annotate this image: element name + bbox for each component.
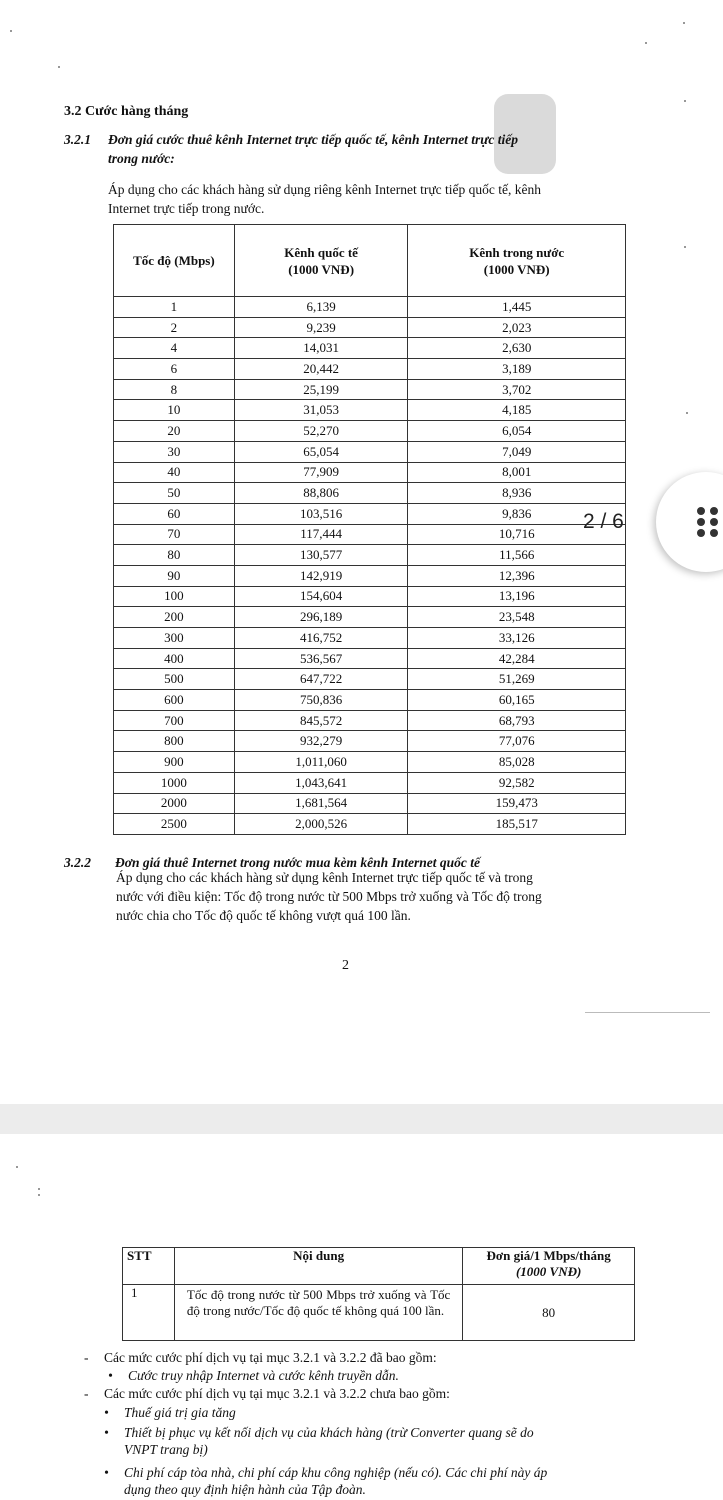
table-row <box>114 731 626 752</box>
cell-domestic: 9,836 <box>408 503 626 524</box>
scan-speck <box>58 66 60 68</box>
cell-speed: 40 <box>114 462 235 483</box>
cell-domestic: 4,185 <box>408 400 626 421</box>
paragraph-line: nước với điều kiện: Tốc độ trong nước từ 500 Mbps trở xuống và Tốc độ trong <box>116 889 542 904</box>
subsection-paragraph <box>116 868 542 925</box>
table-row <box>114 338 626 359</box>
table-header-row <box>114 225 626 297</box>
cell-domestic: 51,269 <box>408 669 626 690</box>
cell-speed: 300 <box>114 628 235 649</box>
scan-speck <box>684 246 686 248</box>
cell-international: 77,909 <box>234 462 408 483</box>
scan-speck <box>686 412 688 414</box>
header-line: (1000 VNĐ) <box>483 261 550 277</box>
table-row <box>114 752 626 773</box>
list-item-text: Thuế giá trị gia tăng <box>124 1405 236 1420</box>
paragraph-line: Internet trực tiếp trong nước. <box>108 201 265 216</box>
subsection-number: 3.2.2 <box>64 855 91 870</box>
cell-speed: 20 <box>114 421 235 442</box>
table-row <box>114 690 626 711</box>
cell-domestic: 7,049 <box>408 441 626 462</box>
cell-speed: 1000 <box>114 772 235 793</box>
cell-domestic: 8,936 <box>408 483 626 504</box>
table-row <box>123 1285 635 1341</box>
cell-speed: 4 <box>114 338 235 359</box>
cell-domestic: 159,473 <box>408 793 626 814</box>
subsection-paragraph <box>108 180 541 218</box>
cell-speed: 800 <box>114 731 235 752</box>
cell-international: 117,444 <box>234 524 408 545</box>
cell-international: 1,011,060 <box>234 752 408 773</box>
dot-bullet: • <box>104 1405 109 1420</box>
cell-speed: 400 <box>114 648 235 669</box>
scan-speck <box>10 30 12 32</box>
header-unit-price <box>463 1248 635 1285</box>
cell-domestic: 3,189 <box>408 359 626 380</box>
cell-price: 80 <box>463 1285 635 1341</box>
list-item-text: Chi phí cáp tòa nhà, chi phí cáp khu công nghiệp (nếu có). Các chi phí này áp <box>124 1465 548 1480</box>
cell-domestic: 2,630 <box>408 338 626 359</box>
list-item <box>104 1424 534 1458</box>
scan-speck <box>645 42 647 44</box>
table-row <box>114 710 626 731</box>
list-item-text: Các mức cước phí dịch vụ tại mục 3.2.1 và 3.2.2 chưa bao gồm: <box>104 1386 450 1401</box>
table-row <box>114 462 626 483</box>
subsection-number: 3.2.1 <box>64 132 91 147</box>
cell-international: 31,053 <box>234 400 408 421</box>
cell-international: 845,572 <box>234 710 408 731</box>
cell-speed: 500 <box>114 669 235 690</box>
header-speed <box>114 225 235 297</box>
header-stt: STT <box>123 1248 175 1285</box>
scan-speck <box>38 1194 40 1196</box>
cell-international: 296,189 <box>234 607 408 628</box>
cell-domestic: 77,076 <box>408 731 626 752</box>
scan-speck <box>16 1166 18 1168</box>
header-line: Đơn giá/1 Mbps/tháng <box>486 1248 611 1263</box>
header-line: Tốc độ (Mbps) <box>133 253 215 268</box>
cell-international: 142,919 <box>234 565 408 586</box>
cell-international: 416,752 <box>234 628 408 649</box>
table-row <box>114 669 626 690</box>
cell-international: 6,139 <box>234 297 408 318</box>
list-item <box>108 1367 399 1384</box>
table-row <box>114 317 626 338</box>
list-item-text: dụng theo quy định hiện hành của Tập đoàn. <box>124 1482 366 1497</box>
cell-international: 52,270 <box>234 421 408 442</box>
scan-speck <box>38 1188 40 1190</box>
heading-line: trong nước: <box>108 151 175 166</box>
cell-domestic: 42,284 <box>408 648 626 669</box>
table-row <box>114 483 626 504</box>
cell-speed: 50 <box>114 483 235 504</box>
cell-international: 65,054 <box>234 441 408 462</box>
cell-domestic: 2,023 <box>408 317 626 338</box>
table-row <box>114 772 626 793</box>
cell-domestic: 60,165 <box>408 690 626 711</box>
cell-speed: 70 <box>114 524 235 545</box>
page-number: 2 <box>342 958 349 973</box>
cell-content: Tốc độ trong nước từ 500 Mbps trở xuống và Tốc độ trong nước/Tốc độ quốc tế không quá 100 lần. <box>174 1285 462 1341</box>
cell-international: 9,239 <box>234 317 408 338</box>
cell-speed: 200 <box>114 607 235 628</box>
scan-speck <box>683 22 685 24</box>
cell-speed: 600 <box>114 690 235 711</box>
heading-line: Đơn giá cước thuê kênh Internet trực tiếp quốc tế, kênh Internet trực tiếp <box>108 132 519 147</box>
dash-bullet: - <box>84 1386 89 1401</box>
cell-domestic: 33,126 <box>408 628 626 649</box>
dot-bullet: • <box>108 1368 113 1383</box>
cell-domestic: 68,793 <box>408 710 626 731</box>
cell-speed: 8 <box>114 379 235 400</box>
cell-speed: 2500 <box>114 814 235 835</box>
cell-domestic: 3,702 <box>408 379 626 400</box>
table-row <box>114 379 626 400</box>
list-item <box>84 1349 437 1366</box>
cell-international: 750,836 <box>234 690 408 711</box>
dot <box>697 518 705 526</box>
cell-domestic: 12,396 <box>408 565 626 586</box>
cell-speed: 6 <box>114 359 235 380</box>
table-row <box>114 545 626 566</box>
cell-domestic: 8,001 <box>408 462 626 483</box>
table-row <box>114 297 626 318</box>
dot-bullet: • <box>104 1425 109 1440</box>
cell-international: 536,567 <box>234 648 408 669</box>
paragraph-line: Áp dụng cho các khách hàng sử dụng kênh Internet trực tiếp quốc tế và trong <box>116 870 533 885</box>
table-row <box>114 441 626 462</box>
dot <box>710 507 718 515</box>
cell-speed: 80 <box>114 545 235 566</box>
list-item <box>84 1385 450 1402</box>
cell-speed: 900 <box>114 752 235 773</box>
dot-bullet: • <box>104 1465 109 1480</box>
list-item-text: Thiết bị phục vụ kết nối dịch vụ của khách hàng (trừ Converter quang sẽ do <box>124 1425 534 1440</box>
cell-international: 25,199 <box>234 379 408 400</box>
cell-international: 647,722 <box>234 669 408 690</box>
table-row <box>114 793 626 814</box>
list-item-text: Cước truy nhập Internet và cước kênh truyền dẫn. <box>128 1368 399 1383</box>
cell-speed: 2 <box>114 317 235 338</box>
header-line: Kênh trong nước <box>469 244 565 260</box>
table-row <box>114 400 626 421</box>
cell-international: 103,516 <box>234 503 408 524</box>
cell-domestic: 23,548 <box>408 607 626 628</box>
price-table <box>113 224 626 835</box>
table-row <box>114 648 626 669</box>
cell-domestic: 11,566 <box>408 545 626 566</box>
table-header-row <box>123 1248 635 1285</box>
list-item-text: VNPT trang bị) <box>124 1442 208 1457</box>
cell-international: 932,279 <box>234 731 408 752</box>
cell-international: 1,681,564 <box>234 793 408 814</box>
cell-stt: 1 <box>123 1285 175 1341</box>
cell-international: 88,806 <box>234 483 408 504</box>
cell-speed: 60 <box>114 503 235 524</box>
dot <box>697 507 705 515</box>
header-domestic <box>408 225 626 297</box>
subsection-heading: Đơn giá thuê Internet trong nước mua kèm kênh Internet quốc tế <box>115 855 481 870</box>
header-line: Kênh quốc tế <box>284 244 358 260</box>
page-counter: 2 / 6 <box>583 510 624 533</box>
scan-line <box>585 1012 710 1013</box>
header-line: (1000 VNĐ) <box>288 261 355 277</box>
table-row <box>114 524 626 545</box>
fee-table <box>122 1247 635 1341</box>
dot <box>697 529 705 537</box>
cell-international: 20,442 <box>234 359 408 380</box>
cell-domestic: 1,445 <box>408 297 626 318</box>
cell-international: 14,031 <box>234 338 408 359</box>
header-content: Nội dung <box>174 1248 462 1285</box>
cell-domestic: 92,582 <box>408 772 626 793</box>
list-item <box>104 1464 548 1498</box>
dot <box>710 518 718 526</box>
cell-speed: 2000 <box>114 793 235 814</box>
document-page-2 <box>0 1134 723 1500</box>
table-row <box>114 607 626 628</box>
table-row <box>114 359 626 380</box>
cell-international: 2,000,526 <box>234 814 408 835</box>
table-row <box>114 565 626 586</box>
cell-international: 130,577 <box>234 545 408 566</box>
table-row <box>114 814 626 835</box>
header-international <box>234 225 408 297</box>
scan-speck <box>684 100 686 102</box>
table-row <box>114 628 626 649</box>
cell-speed: 1 <box>114 297 235 318</box>
cell-domestic: 6,054 <box>408 421 626 442</box>
subsection-heading <box>108 130 518 168</box>
paragraph-line: nước chia cho Tốc độ quốc tế không vượt quá 100 lần. <box>116 908 411 923</box>
cell-international: 1,043,641 <box>234 772 408 793</box>
cell-speed: 100 <box>114 586 235 607</box>
header-line: (1000 VNĐ) <box>515 1264 582 1279</box>
list-item <box>104 1404 236 1421</box>
cell-speed: 30 <box>114 441 235 462</box>
cell-speed: 10 <box>114 400 235 421</box>
table-row <box>114 421 626 442</box>
cell-speed: 700 <box>114 710 235 731</box>
cell-speed: 90 <box>114 565 235 586</box>
paragraph-line: Áp dụng cho các khách hàng sử dụng riêng kênh Internet trực tiếp quốc tế, kênh <box>108 182 541 197</box>
dot <box>710 529 718 537</box>
cell-international: 154,604 <box>234 586 408 607</box>
table-row <box>114 503 626 524</box>
dash-bullet: - <box>84 1350 89 1365</box>
list-item-text: Các mức cước phí dịch vụ tại mục 3.2.1 và 3.2.2 đã bao gồm: <box>104 1350 437 1365</box>
drag-dots-icon[interactable] <box>697 507 720 537</box>
section-title: 3.2 Cước hàng tháng <box>64 104 189 119</box>
table-row <box>114 586 626 607</box>
cell-domestic: 85,028 <box>408 752 626 773</box>
cell-domestic: 13,196 <box>408 586 626 607</box>
cell-domestic: 185,517 <box>408 814 626 835</box>
cell-domestic: 10,716 <box>408 524 626 545</box>
